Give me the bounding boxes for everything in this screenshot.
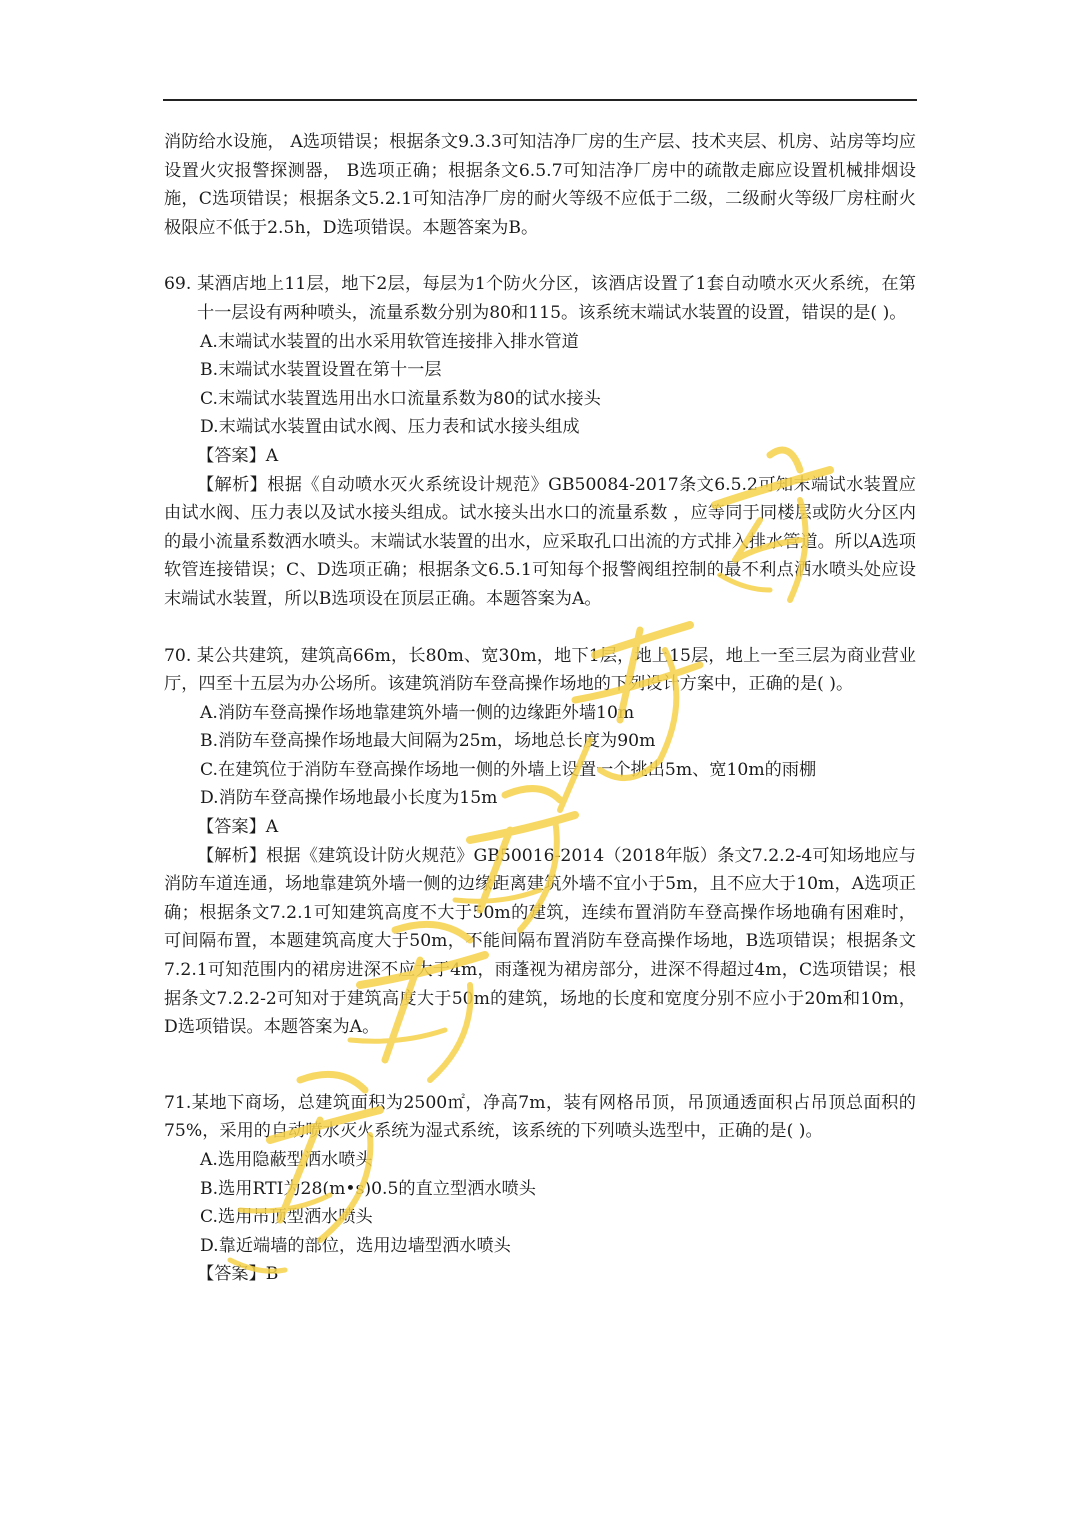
option-d: D.靠近端墙的部位，选用边墙型洒水喷头	[200, 1235, 511, 1256]
option-d: D.消防车登高操作场地最小长度为15m	[200, 788, 498, 809]
question-stem: 70. 某公共建筑，建筑高66m，长80m、宽30m，地下1层，地上15层，地上一至三层为商业营业厅，四至十五层为办公场所。该建筑消防车登高操作场地的下列设计方案中，正确的是( )。	[164, 645, 916, 695]
option-a: A.选用隐蔽型洒水喷头	[200, 1150, 373, 1170]
answer-label: 【答案】	[197, 445, 266, 466]
analysis-text: 根据《自动喷水灭火系统设计规范》GB50084-2017条文6.5.2可知末端试水装置应由试水阀、压力表以及试水接头组成。试水接头出水口的流量系数 ，应等同于同楼层或防火分区内的最小流量系数洒水喷头。末端试水装置的出水，应采取孔口出流的方式排入排水管道。所以A选项软管连接错误；C、D选项正确；根据条文6.5.1可知每个报警阀组控制的最不利点洒水喷头处应设末端试水装置，所以B选项设在顶层正确。本题答案为A。	[164, 474, 916, 609]
question-block	[164, 270, 916, 613]
option-b: B.消防车登高操作场地最大间隔为25m，场地总长度为90m	[200, 731, 656, 752]
question-block	[164, 1089, 916, 1289]
option-c: C.末端试水装置选用出水口流量系数为80的试水接头	[200, 388, 601, 409]
document-body	[164, 128, 916, 1289]
analysis-label: 【解析】	[197, 474, 268, 495]
option-c: C.选用吊顶型洒水喷头	[200, 1207, 373, 1228]
option-d: D.末端试水装置由试水阀、压力表和试水接头组成	[200, 417, 580, 438]
answer-line	[164, 813, 916, 842]
answer-label: 【答案】	[197, 1264, 266, 1285]
question-stem: 69. 某酒店地上11层，地下2层，每层为1个防火分区，该酒店设置了1套自动喷水灭火系统，在第十一层设有两种喷头，流量系数分别为80和115。该系统末端试水装置的设置，错误的是( )。	[164, 274, 916, 323]
option-c: C.在建筑位于消防车登高操作场地一侧的外墙上设置一个挑出5m、宽10m的雨棚	[200, 759, 817, 780]
option-b: B.选用RTI为28(m•s)0.5的直立型洒水喷头	[200, 1178, 536, 1199]
option-b: B.末端试水装置设置在第十一层	[200, 360, 442, 381]
answer-value: B	[265, 1264, 279, 1285]
option-a: A.末端试水装置的出水采用软管连接排入排水管道	[200, 331, 579, 352]
intro-paragraph: 消防给水设施， A选项错误；根据条文9.3.3可知洁净厂房的生产层、技术夹层、机房、站房等均应设置火灾报警探测器， B选项正确；根据条文6.5.7可知洁净厂房中的疏散走廊应设置机械排烟设施，C选项错误；根据条文5.2.1可知洁净厂房的耐火等级不应低于二级，二级耐火等级厂房柱耐火极限应不低于2.5h，D选项错误。本题答案为B。	[164, 132, 916, 238]
analysis-label: 【解析】	[197, 845, 267, 866]
answer-label: 【答案】	[197, 817, 266, 838]
question-block	[164, 642, 916, 1042]
header-rule	[163, 99, 917, 101]
analysis-text: 根据《建筑设计防火规范》GB50016-2014（2018年版）条文7.2.2-4可知场地应与消防车道连通，场地靠建筑外墙一侧的边缘距离建筑外墙不宜小于5m，且不应大于10m，A选项正确；根据条文7.2.1可知建筑高度不大于50m的建筑，连续布置消防车登高操作场地确有困难时，可间隔布置，本题建筑高度大于50m，不能间隔布置消防车登高操作场地，B选项错误；根据条文7.2.1可知范围内的裙房进深不应大于4m，雨蓬视为裙房部分，进深不得超过4m，C选项错误；根据条文7.2.2-2可知对于建筑高度大于50m的建筑，场地的长度和宽度分别不应小于20m和10m，D选项错误。本题答案为A。	[164, 845, 916, 1038]
analysis-paragraph	[164, 842, 916, 1042]
option-a: A.消防车登高操作场地靠建筑外墙一侧的边缘距外墙10m	[200, 702, 635, 723]
answer-line	[164, 442, 916, 471]
answer-value: A	[265, 445, 279, 466]
answer-value: A	[265, 817, 279, 838]
answer-line	[164, 1260, 916, 1289]
analysis-paragraph	[164, 471, 916, 614]
question-stem: 71.某地下商场，总建筑面积为2500㎡，净高7m，装有网格吊顶，吊顶通透面积占吊顶总面积的75%，采用的自动喷水灭火系统为湿式系统，该系统的下列喷头选型中，正确的是( )。	[164, 1092, 916, 1142]
